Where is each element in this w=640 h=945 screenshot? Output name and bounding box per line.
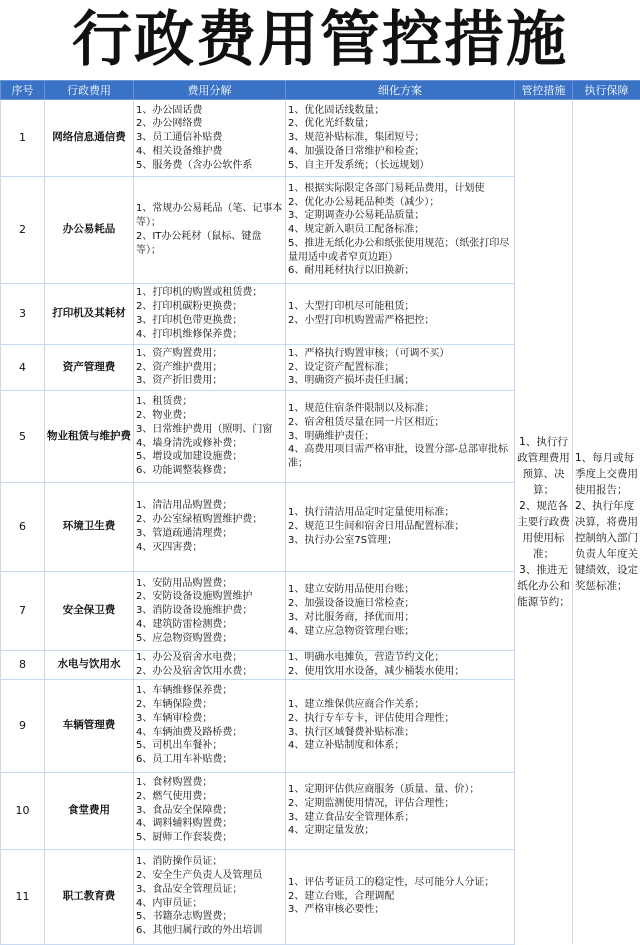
plan-item: 4、建立应急物资管理台账； <box>288 625 512 639</box>
breakdown-item: 5、司机出车餐补； <box>136 739 283 753</box>
breakdown-item: 5、增设或加建设施费； <box>136 450 283 464</box>
plan-item: 4、建立补贴制度和体系； <box>288 739 512 753</box>
breakdown-item: 4、建筑防雷检测费； <box>136 618 283 632</box>
expense-category: 安全保卫费 <box>45 572 134 651</box>
plan-item: 1、大型打印机尽可能租赁； <box>288 300 512 314</box>
page-title: 行政费用管控措施 <box>0 0 640 80</box>
breakdown-item: 3、消防设备设施维护费； <box>136 604 283 618</box>
detailed-plan <box>286 679 515 772</box>
row-number: 6 <box>1 483 45 572</box>
breakdown-item: 2、IT办公耗材（鼠标、键盘等）； <box>136 230 283 258</box>
row-number: 7 <box>1 572 45 651</box>
detailed-plan <box>286 849 515 944</box>
plan-item: 1、建立安防用品使用台账； <box>288 583 512 597</box>
breakdown-item: 3、车辆审检费； <box>136 712 283 726</box>
detailed-plan <box>286 345 515 391</box>
expense-category: 环境卫生费 <box>45 483 134 572</box>
header-breakdown: 费用分解 <box>134 81 286 100</box>
plan-item: 2、小型打印机购置需严格把控； <box>288 314 512 328</box>
plan-item: 2、使用饮用水设备，减少桶装水使用； <box>288 665 512 679</box>
expense-category: 水电与饮用水 <box>45 651 134 680</box>
plan-item: 2、宿舍租赁尽量在同一片区相近； <box>288 416 512 430</box>
breakdown-item: 5、应急物资购置费； <box>136 632 283 646</box>
expense-breakdown <box>134 651 286 680</box>
expense-breakdown <box>134 100 286 177</box>
control-measures-cell: 1、执行行政管理费用预算、决算； 2、规范各主要行政费用使用标准； 3、推进无纸化办公和能源节约； <box>515 100 573 945</box>
expense-category: 资产管理费 <box>45 345 134 391</box>
plan-item: 1、定期评估供应商服务（质量、量、价）； <box>288 783 512 797</box>
expense-category: 食堂费用 <box>45 772 134 849</box>
header-category: 行政费用 <box>45 81 134 100</box>
plan-item: 2、执行专车专卡，评估使用合理性； <box>288 712 512 726</box>
breakdown-item: 2、安全生产负责人及管理员 <box>136 869 283 883</box>
plan-item: 1、评估考证员工的稳定性，尽可能分人分证； <box>288 876 512 890</box>
expense-category: 职工教育费 <box>45 849 134 944</box>
detailed-plan <box>286 483 515 572</box>
breakdown-item: 1、资产购置费用； <box>136 347 283 361</box>
breakdown-item: 1、打印机的购置或租赁费； <box>136 286 283 300</box>
row-number: 4 <box>1 345 45 391</box>
plan-item: 1、执行清洁用品定时定量使用标准； <box>288 506 512 520</box>
breakdown-item: 4、内审员证； <box>136 897 283 911</box>
expense-breakdown <box>134 849 286 944</box>
breakdown-item: 3、管道疏通清理费； <box>136 527 283 541</box>
plan-item: 5、自主开发系统；（长远规划） <box>288 159 512 173</box>
breakdown-item: 1、消防操作员证； <box>136 855 283 869</box>
expense-control-table <box>0 80 640 945</box>
breakdown-item: 1、安防用品购置费； <box>136 577 283 591</box>
plan-item: 3、对比服务商，择优而用； <box>288 611 512 625</box>
plan-item: 1、优化固话线数量； <box>288 104 512 118</box>
breakdown-item: 6、功能调整装修费； <box>136 464 283 478</box>
plan-item: 3、执行办公室7S管理； <box>288 534 512 548</box>
breakdown-item: 3、员工通信补贴费 <box>136 131 283 145</box>
plan-item: 1、严格执行购置审核；（可调不买） <box>288 347 512 361</box>
plan-item: 3、明确资产损坏责任归属； <box>288 374 512 388</box>
plan-item: 2、优化光纤数量； <box>288 117 512 131</box>
expense-breakdown <box>134 345 286 391</box>
breakdown-item: 4、相关设备维护费 <box>136 145 283 159</box>
detailed-plan <box>286 100 515 177</box>
plan-item: 2、优化办公易耗品种类（减少）； <box>288 196 512 210</box>
header-guarantee: 执行保障 <box>573 81 640 100</box>
plan-item: 4、高费用项目需严格审批，设置分部-总部审批标准； <box>288 443 512 471</box>
table-row <box>1 100 640 177</box>
breakdown-item: 4、墙身清洗或修补费； <box>136 437 283 451</box>
breakdown-item: 5、厨师工作套装费； <box>136 831 283 845</box>
breakdown-item: 3、打印机色带更换费； <box>136 314 283 328</box>
breakdown-item: 1、常规办公易耗品（笔、记事本等）； <box>136 202 283 230</box>
breakdown-item: 1、车辆维修保养费； <box>136 684 283 698</box>
row-number: 8 <box>1 651 45 680</box>
plan-item: 2、建立台账，合理调配 <box>288 890 512 904</box>
breakdown-item: 2、办公室绿植购置维护费； <box>136 513 283 527</box>
header-control: 管控措施 <box>515 81 573 100</box>
table-header-row <box>1 81 640 100</box>
detailed-plan <box>286 651 515 680</box>
header-plan: 细化方案 <box>286 81 515 100</box>
breakdown-item: 1、租赁费； <box>136 395 283 409</box>
breakdown-item: 6、员工用车补贴费； <box>136 753 283 767</box>
breakdown-item: 2、燃气使用费； <box>136 790 283 804</box>
plan-item: 2、加强设备设施日常检查； <box>288 597 512 611</box>
breakdown-item: 3、资产折旧费用； <box>136 374 283 388</box>
detailed-plan <box>286 572 515 651</box>
plan-item: 2、设定资产配置标准； <box>288 361 512 375</box>
breakdown-item: 4、打印机维修保养费； <box>136 328 283 342</box>
plan-item: 3、执行区域餐费补贴标准； <box>288 726 512 740</box>
expense-breakdown <box>134 391 286 483</box>
expense-category: 物业租赁与维护费 <box>45 391 134 483</box>
detailed-plan <box>286 177 515 284</box>
breakdown-item: 1、清洁用品购置费； <box>136 499 283 513</box>
row-number: 3 <box>1 284 45 345</box>
breakdown-item: 4、调料辅料购置费； <box>136 817 283 831</box>
header-seq: 序号 <box>1 81 45 100</box>
plan-item: 1、建立维保供应商合作关系； <box>288 698 512 712</box>
expense-category: 网络信息通信费 <box>45 100 134 177</box>
breakdown-item: 3、食品安全管理员证； <box>136 883 283 897</box>
expense-breakdown <box>134 679 286 772</box>
breakdown-item: 3、食品安全保障费； <box>136 804 283 818</box>
plan-item: 3、规范补贴标准，集团短号； <box>288 131 512 145</box>
breakdown-item: 2、车辆保险费； <box>136 698 283 712</box>
plan-item: 4、定期定量发放； <box>288 824 512 838</box>
table-body <box>1 100 640 945</box>
detailed-plan <box>286 772 515 849</box>
row-number: 5 <box>1 391 45 483</box>
plan-item: 3、建立食品安全管理体系； <box>288 811 512 825</box>
breakdown-item: 1、食材购置费； <box>136 776 283 790</box>
plan-item: 6、耐用耗材执行以旧换新； <box>288 264 512 278</box>
row-number: 10 <box>1 772 45 849</box>
row-number: 2 <box>1 177 45 284</box>
breakdown-item: 2、打印机碳粉更换费； <box>136 300 283 314</box>
expense-category: 办公易耗品 <box>45 177 134 284</box>
expense-breakdown <box>134 177 286 284</box>
plan-item: 2、规范卫生间和宿舍日用品配置标准； <box>288 520 512 534</box>
breakdown-item: 6、其他归属行政的外出培训 <box>136 924 283 938</box>
plan-item: 1、根据实际限定各部门易耗品费用，计划使 <box>288 182 512 196</box>
breakdown-item: 2、资产维护费用； <box>136 361 283 375</box>
plan-item: 1、明确水电摊负，营造节约文化； <box>288 651 512 665</box>
breakdown-item: 1、办公及宿舍水电费； <box>136 651 283 665</box>
breakdown-item: 5、书籍杂志购置费； <box>136 910 283 924</box>
row-number: 9 <box>1 679 45 772</box>
detailed-plan <box>286 391 515 483</box>
plan-item: 5、推进无纸化办公和纸张使用规范；（纸张打印尽量用适中或者窄页边距） <box>288 237 512 265</box>
detailed-plan <box>286 284 515 345</box>
breakdown-item: 4、车辆油费及路桥费； <box>136 726 283 740</box>
plan-item: 2、定期监测使用情况，评估合理性； <box>288 797 512 811</box>
expense-breakdown <box>134 572 286 651</box>
row-number: 1 <box>1 100 45 177</box>
expense-breakdown <box>134 483 286 572</box>
breakdown-item: 2、安防设备设施购置维护 <box>136 590 283 604</box>
expense-breakdown <box>134 772 286 849</box>
expense-breakdown <box>134 284 286 345</box>
breakdown-item: 1、办公固话费 <box>136 104 283 118</box>
execution-guarantee-cell: 1、每月或每季度上交费用使用报告； 2、执行年度决算，将费用控制纳入部门负责人年度关键绩效，设定奖惩标准； <box>573 100 640 945</box>
breakdown-item: 2、办公网络费 <box>136 117 283 131</box>
breakdown-item: 5、服务费（含办公软件系 <box>136 159 283 173</box>
plan-item: 1、规范住宿条件限制以及标准； <box>288 402 512 416</box>
expense-category: 车辆管理费 <box>45 679 134 772</box>
plan-item: 3、明确维护责任； <box>288 430 512 444</box>
plan-item: 4、加强设备日常维护和检查； <box>288 145 512 159</box>
breakdown-item: 2、办公及宿舍饮用水费； <box>136 665 283 679</box>
row-number: 11 <box>1 849 45 944</box>
plan-item: 3、严格审核必要性； <box>288 903 512 917</box>
breakdown-item: 4、灭四害费； <box>136 541 283 555</box>
plan-item: 4、规定新入职员工配备标准； <box>288 223 512 237</box>
expense-category: 打印机及其耗材 <box>45 284 134 345</box>
plan-item: 3、定期调查办公易耗品质量； <box>288 209 512 223</box>
breakdown-item: 2、物业费； <box>136 409 283 423</box>
breakdown-item: 3、日常维护费用（照明、门窗 <box>136 423 283 437</box>
